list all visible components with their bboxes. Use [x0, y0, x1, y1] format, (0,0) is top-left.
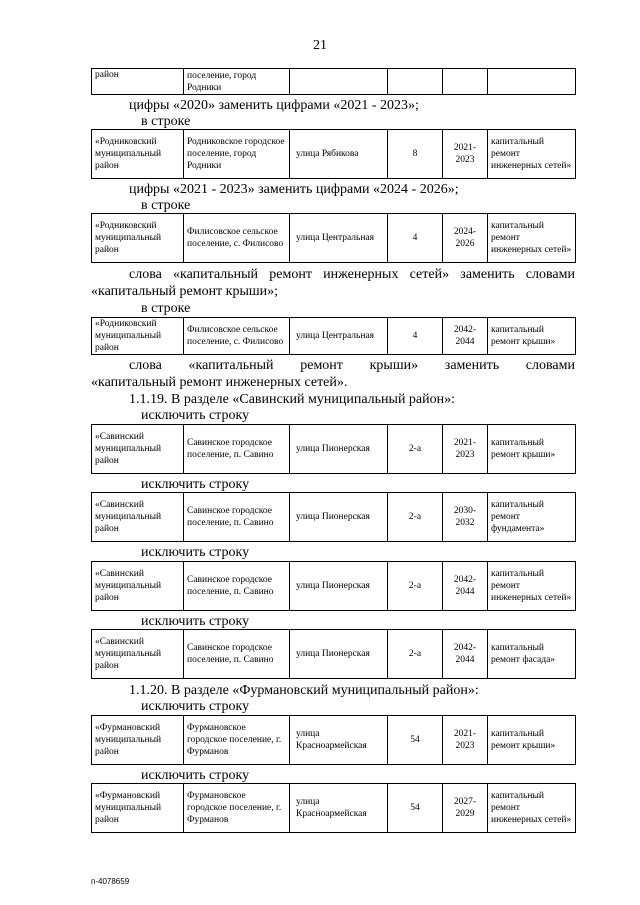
cell-district: «Фурмановский муниципальный район: [92, 716, 184, 765]
instruction-text: «капитальный ремонт крыши»;: [91, 284, 279, 299]
cell-period: 2042-2044: [443, 630, 488, 679]
cell-street: улица Пионерская: [290, 562, 388, 611]
cell-settlement: Филисовское сельское поселение, с. Филисово: [184, 318, 290, 355]
cell-district: «Родниковский муниципальный район: [92, 130, 184, 179]
instruction-text: «капитальный ремонт инженерных сетей».: [91, 375, 348, 390]
cell-district: «Савинский муниципальный район: [92, 493, 184, 542]
cell-district: район: [92, 69, 184, 95]
cell-work-type: капитальный ремонт крыши»: [488, 318, 576, 355]
section-heading: 1.1.20. В разделе «Фурмановский муниципальный район»:: [129, 683, 479, 698]
cell-period: 2027-2029: [443, 784, 488, 833]
table-row: [91, 629, 576, 679]
table-row: [91, 317, 576, 355]
cell-street: улица Красноармейская: [290, 784, 388, 833]
cell-district: «Савинский муниципальный район: [92, 425, 184, 474]
table-row: [91, 424, 576, 474]
table-row: [91, 68, 576, 95]
cell-work-type: капитальный ремонт фасада»: [488, 630, 576, 679]
instruction-text: цифры «2021 - 2023» заменить цифрами «2024 - 2026»;: [129, 182, 459, 197]
section-heading: 1.1.19. В разделе «Савинский муниципальный район»:: [129, 392, 456, 407]
cell-settlement: Савинское городское поселение, п. Савино: [184, 493, 290, 542]
cell-work-type: капитальный ремонт инженерных сетей»: [488, 784, 576, 833]
table-row: [91, 129, 576, 179]
cell-settlement: Савинское городское поселение, п. Савино: [184, 425, 290, 474]
instruction-text: в строке: [141, 301, 191, 316]
instruction-text: исключить строку: [141, 699, 250, 714]
cell-settlement: Фурмановское городское поселение, г. Фурманов: [184, 784, 290, 833]
cell-period: 2042-2044: [443, 562, 488, 611]
cell-district: «Родниковский муниципальный район: [92, 318, 184, 355]
cell-street: улица Красноармейская: [290, 716, 388, 765]
cell-period: 2030-2032: [443, 493, 488, 542]
instruction-text: исключить строку: [141, 408, 250, 423]
cell-house: 2-а: [388, 493, 443, 542]
cell-work-type: капитальный ремонт крыши»: [488, 425, 576, 474]
cell-work-type: [488, 69, 576, 95]
table-row: [91, 561, 576, 611]
instruction-text: исключить строку: [141, 545, 250, 560]
instruction-text: цифры «2020» заменить цифрами «2021 - 2023»;: [129, 98, 419, 113]
cell-house: 2-а: [388, 562, 443, 611]
cell-house: 8: [388, 130, 443, 179]
cell-settlement: Савинское городское поселение, п. Савино: [184, 630, 290, 679]
cell-period: 2021-2023: [443, 425, 488, 474]
cell-settlement: Родниковское городское поселение, город Родники: [184, 130, 290, 179]
table-row: [91, 715, 576, 765]
page-number: 21: [313, 38, 327, 53]
cell-street: улица Пионерская: [290, 425, 388, 474]
cell-street: улица Пионерская: [290, 493, 388, 542]
cell-work-type: капитальный ремонт инженерных сетей»: [488, 130, 576, 179]
cell-house: 54: [388, 784, 443, 833]
instruction-text: исключить строку: [141, 768, 250, 783]
cell-house: 4: [388, 318, 443, 355]
cell-period: 2021-2023: [443, 716, 488, 765]
instruction-text: в строке: [141, 198, 191, 213]
cell-work-type: капитальный ремонт крыши»: [488, 716, 576, 765]
cell-house: 2-а: [388, 425, 443, 474]
cell-settlement: Савинское городское поселение, п. Савино: [184, 562, 290, 611]
cell-house: [388, 69, 443, 95]
cell-settlement: Филисовское сельское поселение, с. Филисово: [184, 214, 290, 263]
cell-period: 2024-2026: [443, 214, 488, 263]
cell-street: улица Пионерская: [290, 630, 388, 679]
instruction-text: слова «капитальный ремонт крыши» заменить словами: [129, 358, 575, 373]
cell-period: 2021-2023: [443, 130, 488, 179]
cell-district: «Савинский муниципальный район: [92, 630, 184, 679]
cell-street: улица Рябикова: [290, 130, 388, 179]
table-row: [91, 213, 576, 263]
cell-settlement: Фурмановское городское поселение, г. Фурманов: [184, 716, 290, 765]
cell-period: [443, 69, 488, 95]
cell-district: «Савинский муниципальный район: [92, 562, 184, 611]
cell-district: «Родниковский муниципальный район: [92, 214, 184, 263]
cell-street: [290, 69, 388, 95]
table-row: [91, 783, 576, 833]
cell-settlement: поселение, город Родники: [184, 69, 290, 95]
cell-house: 2-а: [388, 630, 443, 679]
cell-house: 4: [388, 214, 443, 263]
cell-period: 2042-2044: [443, 318, 488, 355]
instruction-text: исключить строку: [141, 614, 250, 629]
table-row: [91, 492, 576, 542]
cell-street: улица Центральная: [290, 318, 388, 355]
cell-house: 54: [388, 716, 443, 765]
instruction-text: в строке: [141, 114, 191, 129]
cell-work-type: капитальный ремонт фундамента»: [488, 493, 576, 542]
cell-district: «Фурмановский муниципальный район: [92, 784, 184, 833]
instruction-text: исключить строку: [141, 477, 250, 492]
document-code: п-4078659: [91, 877, 130, 886]
cell-street: улица Центральная: [290, 214, 388, 263]
cell-work-type: капитальный ремонт инженерных сетей»: [488, 562, 576, 611]
cell-work-type: капитальный ремонт инженерных сетей»: [488, 214, 576, 263]
instruction-text: слова «капитальный ремонт инженерных сетей» заменить словами: [129, 267, 575, 282]
